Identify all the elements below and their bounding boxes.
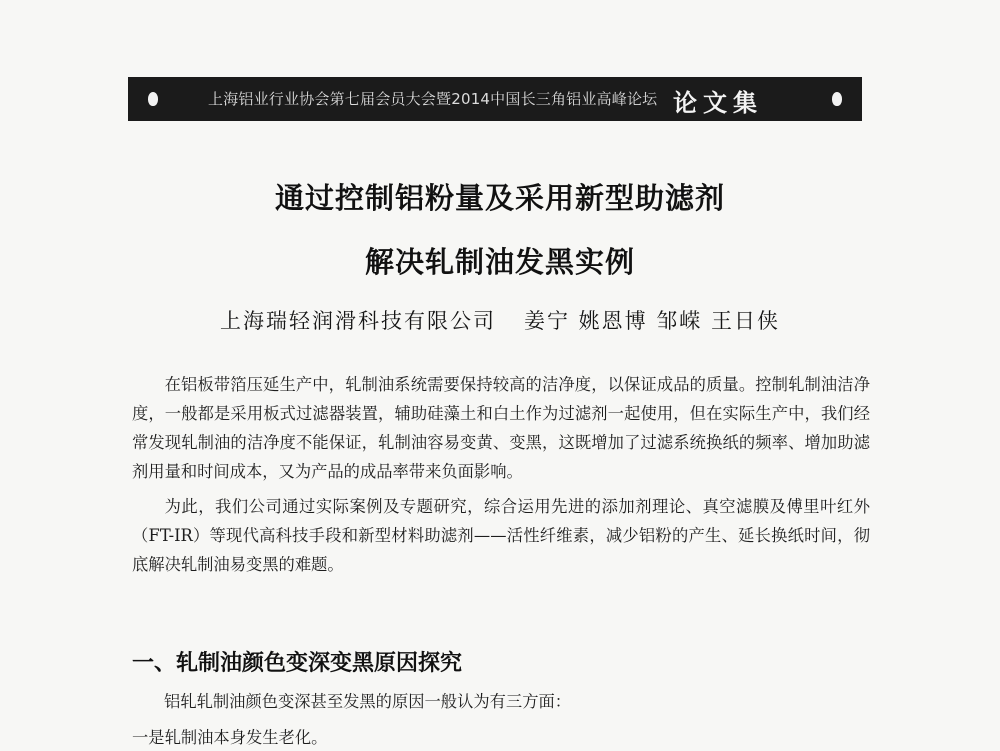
bean-icon (832, 92, 842, 106)
list-item: 一是轧制油本身发生老化。 (132, 728, 328, 747)
abstract-paragraph-2: 为此，我们公司通过实际案例及专题研究，综合运用先进的添加剂理论、真空滤膜及傅里叶红外（FT-IR）等现代高科技手段和新型材料助滤剂——活性纤维素，减少铝粉的产生、延长换纸时间，彻底解决轧制油易变黑的难题。 (132, 497, 870, 574)
proceedings-badge: 论文集 (673, 88, 763, 117)
author-names: 姜宁 姚恩博 邹嵘 王日侠 (523, 309, 781, 333)
abstract (132, 370, 870, 585)
journal-header-band (128, 77, 862, 121)
paper-title-line-1: 通过控制铝粉量及采用新型助滤剂 (274, 181, 725, 215)
conference-title: 上海铝业行业协会第七届会员大会暨2014中国长三角铝业高峰论坛 (208, 90, 658, 108)
abstract-paragraph-1: 在铝板带箔压延生产中，轧制油系统需要保持较高的洁净度，以保证成品的质量。控制轧制油洁净度，一般都是采用板式过滤器装置，辅助硅藻土和白土作为过滤剂一起使用，但在实际生产中，我们经常发现轧制油的洁净度不能保证，轧制油容易变黄、变黑，这既增加了过滤系统换纸的频率、增加助滤剂用量和时间成本，又为产品的成品率带来负面影响。 (132, 375, 870, 481)
paper-title-line-2: 解决轧制油发黑实例 (364, 245, 635, 279)
company-name: 上海瑞轻润滑科技有限公司 (219, 309, 496, 333)
section-intro: 铝轧轧制油颜色变深甚至发黑的原因一般认为有三方面： (164, 692, 572, 711)
author-byline (0, 305, 1000, 335)
bean-icon (148, 92, 158, 106)
section-heading: 一、轧制油颜色变深变黑原因探究 (132, 651, 463, 676)
